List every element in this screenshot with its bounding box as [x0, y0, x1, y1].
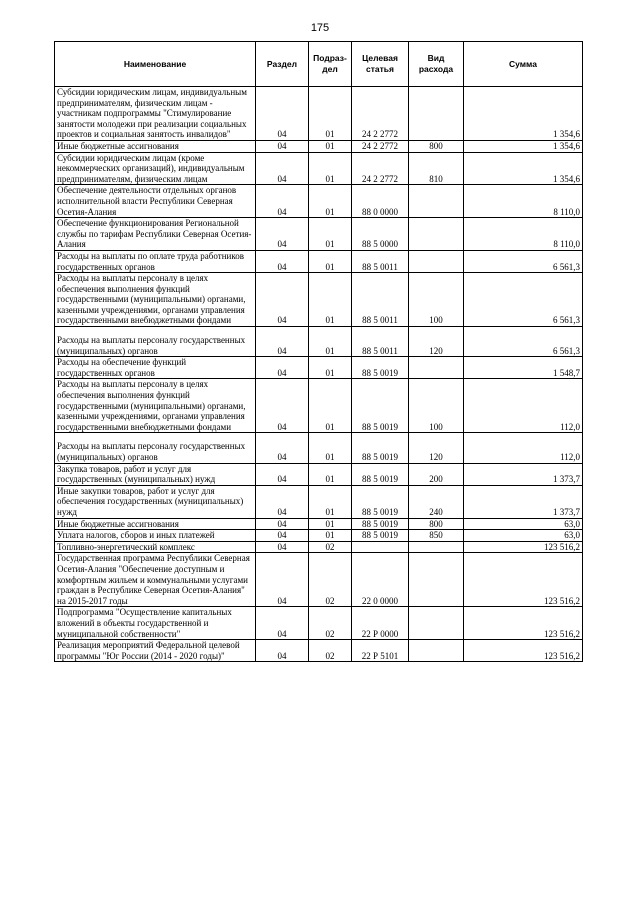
cell-subsection: 01	[309, 250, 352, 272]
table-row	[55, 152, 583, 185]
cell-amount: 6 561,3	[464, 250, 583, 272]
cell-target-article: 24 2 2772	[352, 140, 409, 152]
cell-name: Расходы на выплаты персоналу государственных (муниципальных) органов	[55, 327, 256, 357]
cell-amount: 6 561,3	[464, 327, 583, 357]
cell-subsection: 02	[309, 553, 352, 607]
header-amount: Сумма	[464, 42, 583, 87]
cell-target-article: 22 Р 0000	[352, 607, 409, 640]
header-subsection: Подраз-дел	[309, 42, 352, 87]
table-row	[55, 379, 583, 433]
cell-subsection: 01	[309, 87, 352, 141]
cell-name: Иные бюджетные ассигнования	[55, 518, 256, 530]
cell-amount: 1 354,6	[464, 87, 583, 141]
cell-name: Топливно-энергетический комплекс	[55, 541, 256, 553]
cell-amount: 8 110,0	[464, 218, 583, 251]
table-row	[55, 357, 583, 379]
cell-section: 04	[256, 433, 309, 463]
cell-target-article: 88 5 0019	[352, 433, 409, 463]
table-row	[55, 218, 583, 251]
header-name: Наименование	[55, 42, 256, 87]
cell-amount: 1 354,6	[464, 152, 583, 185]
cell-amount: 1 548,7	[464, 357, 583, 379]
header-expense-type: Вид расхода	[409, 42, 464, 87]
cell-amount: 123 516,2	[464, 553, 583, 607]
cell-section: 04	[256, 485, 309, 518]
table-row	[55, 530, 583, 542]
cell-expense-type: 120	[409, 433, 464, 463]
cell-section: 04	[256, 250, 309, 272]
cell-section: 04	[256, 87, 309, 141]
cell-target-article: 22 0 0000	[352, 553, 409, 607]
cell-subsection: 01	[309, 152, 352, 185]
cell-expense-type	[409, 640, 464, 662]
cell-amount: 8 110,0	[464, 185, 583, 218]
cell-expense-type	[409, 541, 464, 553]
cell-expense-type	[409, 87, 464, 141]
cell-section: 04	[256, 218, 309, 251]
cell-amount: 1 373,7	[464, 463, 583, 485]
cell-section: 04	[256, 379, 309, 433]
cell-target-article: 24 2 2772	[352, 87, 409, 141]
table-row	[55, 518, 583, 530]
cell-expense-type: 810	[409, 152, 464, 185]
cell-subsection: 01	[309, 185, 352, 218]
cell-name: Подпрограмма "Осуществление капитальных вложений в объекты государственной и муниципальной собственности"	[55, 607, 256, 640]
table-row	[55, 140, 583, 152]
cell-expense-type	[409, 607, 464, 640]
cell-amount: 6 561,3	[464, 273, 583, 327]
cell-target-article: 88 5 0019	[352, 357, 409, 379]
cell-name: Реализация мероприятий Федеральной целевой программы "Юг России (2014 - 2020 годы)"	[55, 640, 256, 662]
table-row	[55, 250, 583, 272]
cell-subsection: 01	[309, 357, 352, 379]
cell-section: 04	[256, 327, 309, 357]
cell-subsection: 01	[309, 485, 352, 518]
cell-name: Расходы на выплаты персоналу в целях обеспечения выполнения функций государственными (муниципальными) органами, казенными учреждениями, органами управления государственными внебюджетными фондами	[55, 379, 256, 433]
cell-subsection: 01	[309, 379, 352, 433]
cell-section: 04	[256, 640, 309, 662]
cell-target-article: 88 5 0019	[352, 530, 409, 542]
cell-name: Расходы на обеспечение функций государственных органов	[55, 357, 256, 379]
cell-target-article: 88 5 0019	[352, 379, 409, 433]
cell-name: Расходы на выплаты персоналу в целях обеспечения выполнения функций государственными (муниципальными) органами, казенными учреждениями, органами управления государственными внебюджетными фондами	[55, 273, 256, 327]
cell-amount: 1 354,6	[464, 140, 583, 152]
cell-section: 04	[256, 553, 309, 607]
table-row	[55, 640, 583, 662]
cell-target-article: 88 5 0019	[352, 485, 409, 518]
budget-table	[54, 41, 583, 662]
header-target-article: Целевая статья	[352, 42, 409, 87]
cell-amount: 123 516,2	[464, 541, 583, 553]
cell-name: Субсидии юридическим лицам, индивидуальным предпринимателям, физическим лицам - участникам подпрограммы "Стимулирование занятости молодежи при реализации социальных проектов и социальная занятость инвалидов"	[55, 87, 256, 141]
cell-target-article: 24 2 2772	[352, 152, 409, 185]
table-row	[55, 607, 583, 640]
cell-amount: 123 516,2	[464, 640, 583, 662]
cell-name: Расходы на выплаты персоналу государственных (муниципальных) органов	[55, 433, 256, 463]
cell-subsection: 01	[309, 433, 352, 463]
table-row	[55, 463, 583, 485]
cell-expense-type	[409, 185, 464, 218]
cell-section: 04	[256, 273, 309, 327]
cell-expense-type	[409, 218, 464, 251]
cell-subsection: 02	[309, 640, 352, 662]
cell-amount: 112,0	[464, 379, 583, 433]
table-row	[55, 553, 583, 607]
cell-target-article: 88 5 0019	[352, 463, 409, 485]
table-body	[55, 87, 583, 662]
cell-name: Иные закупки товаров, работ и услуг для обеспечения государственных (муниципальных) нужд	[55, 485, 256, 518]
table-row	[55, 185, 583, 218]
cell-expense-type: 100	[409, 273, 464, 327]
cell-section: 04	[256, 530, 309, 542]
cell-target-article: 88 5 0011	[352, 250, 409, 272]
cell-expense-type: 240	[409, 485, 464, 518]
cell-name: Иные бюджетные ассигнования	[55, 140, 256, 152]
cell-expense-type	[409, 250, 464, 272]
cell-expense-type	[409, 553, 464, 607]
cell-name: Уплата налогов, сборов и иных платежей	[55, 530, 256, 542]
cell-expense-type: 850	[409, 530, 464, 542]
cell-expense-type: 100	[409, 379, 464, 433]
cell-target-article: 88 5 0019	[352, 518, 409, 530]
cell-subsection: 01	[309, 140, 352, 152]
cell-subsection: 01	[309, 218, 352, 251]
cell-target-article: 22 Р 5101	[352, 640, 409, 662]
cell-name: Расходы на выплаты по оплате труда работников государственных органов	[55, 250, 256, 272]
cell-subsection: 01	[309, 327, 352, 357]
cell-subsection: 01	[309, 463, 352, 485]
table-row	[55, 485, 583, 518]
cell-name: Закупка товаров, работ и услуг для государственных (муниципальных) нужд	[55, 463, 256, 485]
cell-target-article	[352, 541, 409, 553]
cell-target-article: 88 5 0011	[352, 327, 409, 357]
cell-expense-type: 200	[409, 463, 464, 485]
cell-subsection: 02	[309, 541, 352, 553]
cell-target-article: 88 0 0000	[352, 185, 409, 218]
table-row	[55, 433, 583, 463]
cell-section: 04	[256, 185, 309, 218]
cell-section: 04	[256, 541, 309, 553]
cell-expense-type: 120	[409, 327, 464, 357]
header-section: Раздел	[256, 42, 309, 87]
cell-subsection: 02	[309, 607, 352, 640]
cell-section: 04	[256, 463, 309, 485]
cell-name: Обеспечение деятельности отдельных органов исполнительной власти Республики Северная Осетия-Алания	[55, 185, 256, 218]
cell-target-article: 88 5 0011	[352, 273, 409, 327]
cell-subsection: 01	[309, 518, 352, 530]
page-number: 175	[310, 22, 330, 34]
cell-amount: 112,0	[464, 433, 583, 463]
table-row	[55, 87, 583, 141]
cell-name: Государственная программа Республики Северная Осетия-Алания "Обеспечение доступным и комфортным жильем и коммунальными услугами граждан в Республике Северная Осетия-Алания" на 2015-2017 годы	[55, 553, 256, 607]
cell-section: 04	[256, 357, 309, 379]
table-row	[55, 273, 583, 327]
cell-amount: 123 516,2	[464, 607, 583, 640]
cell-expense-type: 800	[409, 518, 464, 530]
header-row	[55, 42, 583, 87]
cell-name: Обеспечение функционирования Региональной службы по тарифам Республики Северная Осетия-Алания	[55, 218, 256, 251]
cell-section: 04	[256, 140, 309, 152]
cell-expense-type: 800	[409, 140, 464, 152]
cell-amount: 1 373,7	[464, 485, 583, 518]
cell-section: 04	[256, 518, 309, 530]
cell-subsection: 01	[309, 273, 352, 327]
cell-section: 04	[256, 152, 309, 185]
cell-amount: 63,0	[464, 518, 583, 530]
cell-expense-type	[409, 357, 464, 379]
cell-amount: 63,0	[464, 530, 583, 542]
cell-target-article: 88 5 0000	[352, 218, 409, 251]
cell-section: 04	[256, 607, 309, 640]
table-row	[55, 327, 583, 357]
cell-subsection: 01	[309, 530, 352, 542]
cell-name: Субсидии юридическим лицам (кроме некоммерческих организаций), индивидуальным предпринимателям, физическим лицам	[55, 152, 256, 185]
table-row	[55, 541, 583, 553]
